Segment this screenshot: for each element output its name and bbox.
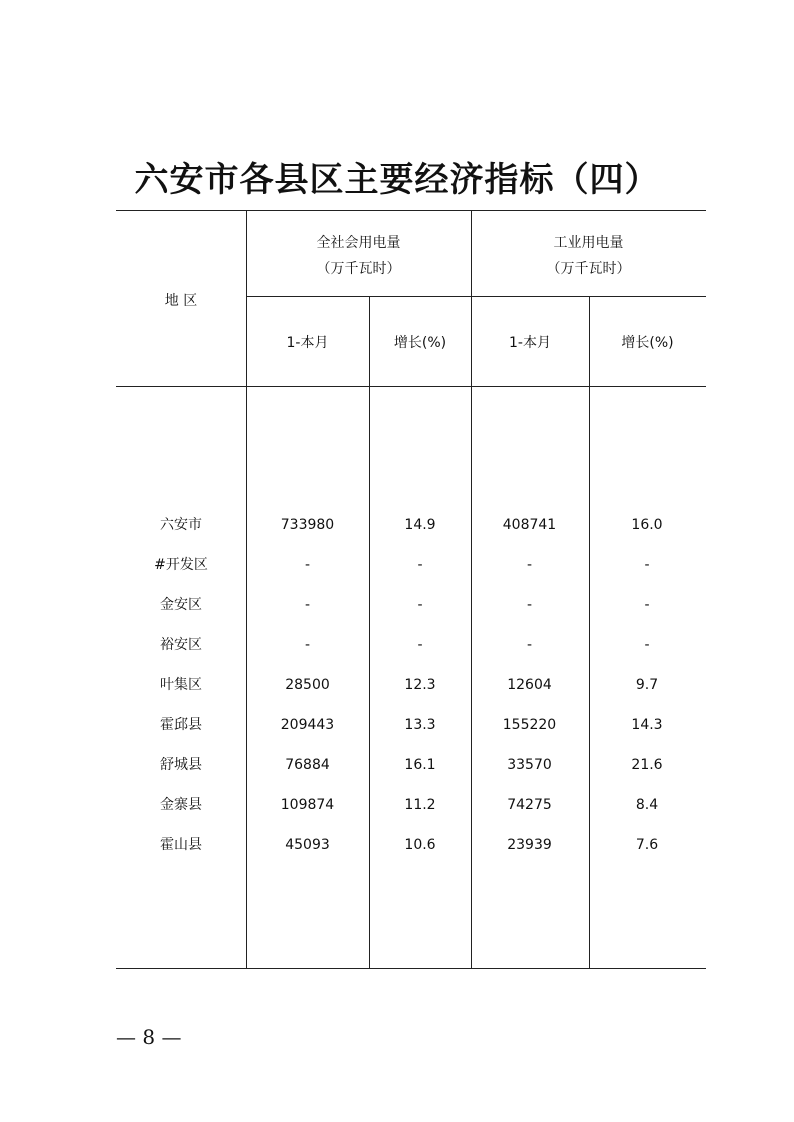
value-cell: 13.3 xyxy=(404,717,436,733)
value-cell: 16.1 xyxy=(404,757,436,773)
value-cell: 76884 xyxy=(285,757,330,773)
group-unit: （万千瓦时） xyxy=(546,261,631,277)
region-cell: 霍邱县 xyxy=(160,717,202,733)
value-cell: 10.6 xyxy=(404,837,436,853)
column-line xyxy=(369,296,370,968)
subheader-cumulative: 1-本月 xyxy=(286,335,329,351)
value-cell: 11.2 xyxy=(404,797,436,813)
column-line xyxy=(589,296,590,968)
value-cell: - xyxy=(526,557,533,573)
table-row xyxy=(116,755,706,775)
subheader-cumulative: 1-本月 xyxy=(509,335,551,351)
value-cell: 45093 xyxy=(285,837,330,853)
region-cell: #开发区 xyxy=(154,557,208,573)
region-cell: 裕安区 xyxy=(160,637,202,653)
group-name: 工业用电量 xyxy=(553,235,624,251)
table-top-rule xyxy=(116,210,706,211)
value-cell: 155220 xyxy=(502,717,557,733)
header-bottom-rule xyxy=(116,386,706,387)
value-cell: - xyxy=(417,597,423,613)
value-cell: 12.3 xyxy=(404,677,436,693)
value-cell: - xyxy=(304,637,311,653)
subheader-growth: 增长(%) xyxy=(621,335,674,351)
value-cell: 16.0 xyxy=(631,517,663,533)
value-cell: - xyxy=(644,597,650,613)
table-row xyxy=(116,635,706,655)
value-cell: 8.4 xyxy=(635,797,659,813)
value-cell: 9.7 xyxy=(635,677,659,693)
value-cell: 408741 xyxy=(502,517,557,533)
value-cell: 14.3 xyxy=(631,717,663,733)
value-cell: 23939 xyxy=(507,837,552,853)
value-cell: - xyxy=(644,637,650,653)
group-divider-rule xyxy=(246,296,706,297)
region-header: 地 区 xyxy=(164,293,198,309)
value-cell: 209443 xyxy=(280,717,335,733)
value-cell: 28500 xyxy=(285,677,330,693)
page-number: — 8 — xyxy=(116,1025,182,1049)
region-cell: 金安区 xyxy=(160,597,202,613)
subheader-growth: 增长(%) xyxy=(393,335,447,351)
region-cell: 舒城县 xyxy=(160,757,202,773)
table-row xyxy=(116,595,706,615)
group-unit: （万千瓦时） xyxy=(316,261,401,277)
table-row xyxy=(116,515,706,535)
group-header-industrial-power xyxy=(471,233,706,279)
region-cell: 霍山县 xyxy=(160,837,202,853)
value-cell: - xyxy=(526,597,533,613)
value-cell: 74275 xyxy=(507,797,552,813)
table-row xyxy=(116,715,706,735)
group-header-total-power xyxy=(246,233,471,279)
region-cell: 金寨县 xyxy=(160,797,202,813)
page-title: 六安市各县区主要经济指标（四） xyxy=(134,160,660,200)
value-cell: - xyxy=(644,557,650,573)
value-cell: 33570 xyxy=(507,757,552,773)
group-name: 全社会用电量 xyxy=(316,235,401,251)
value-cell: 21.6 xyxy=(631,757,663,773)
value-cell: 7.6 xyxy=(635,837,659,853)
value-cell: - xyxy=(304,597,311,613)
value-cell: - xyxy=(417,637,423,653)
value-cell: 12604 xyxy=(507,677,552,693)
value-cell: 733980 xyxy=(280,517,335,533)
region-cell: 六安市 xyxy=(160,517,202,533)
value-cell: - xyxy=(304,557,311,573)
region-cell: 叶集区 xyxy=(160,677,202,693)
value-cell: 14.9 xyxy=(404,517,436,533)
table-row xyxy=(116,675,706,695)
table-row xyxy=(116,795,706,815)
value-cell: - xyxy=(526,637,533,653)
value-cell: - xyxy=(417,557,423,573)
table-bottom-rule xyxy=(116,968,706,969)
table-row xyxy=(116,555,706,575)
table-row xyxy=(116,835,706,855)
value-cell: 109874 xyxy=(280,797,335,813)
